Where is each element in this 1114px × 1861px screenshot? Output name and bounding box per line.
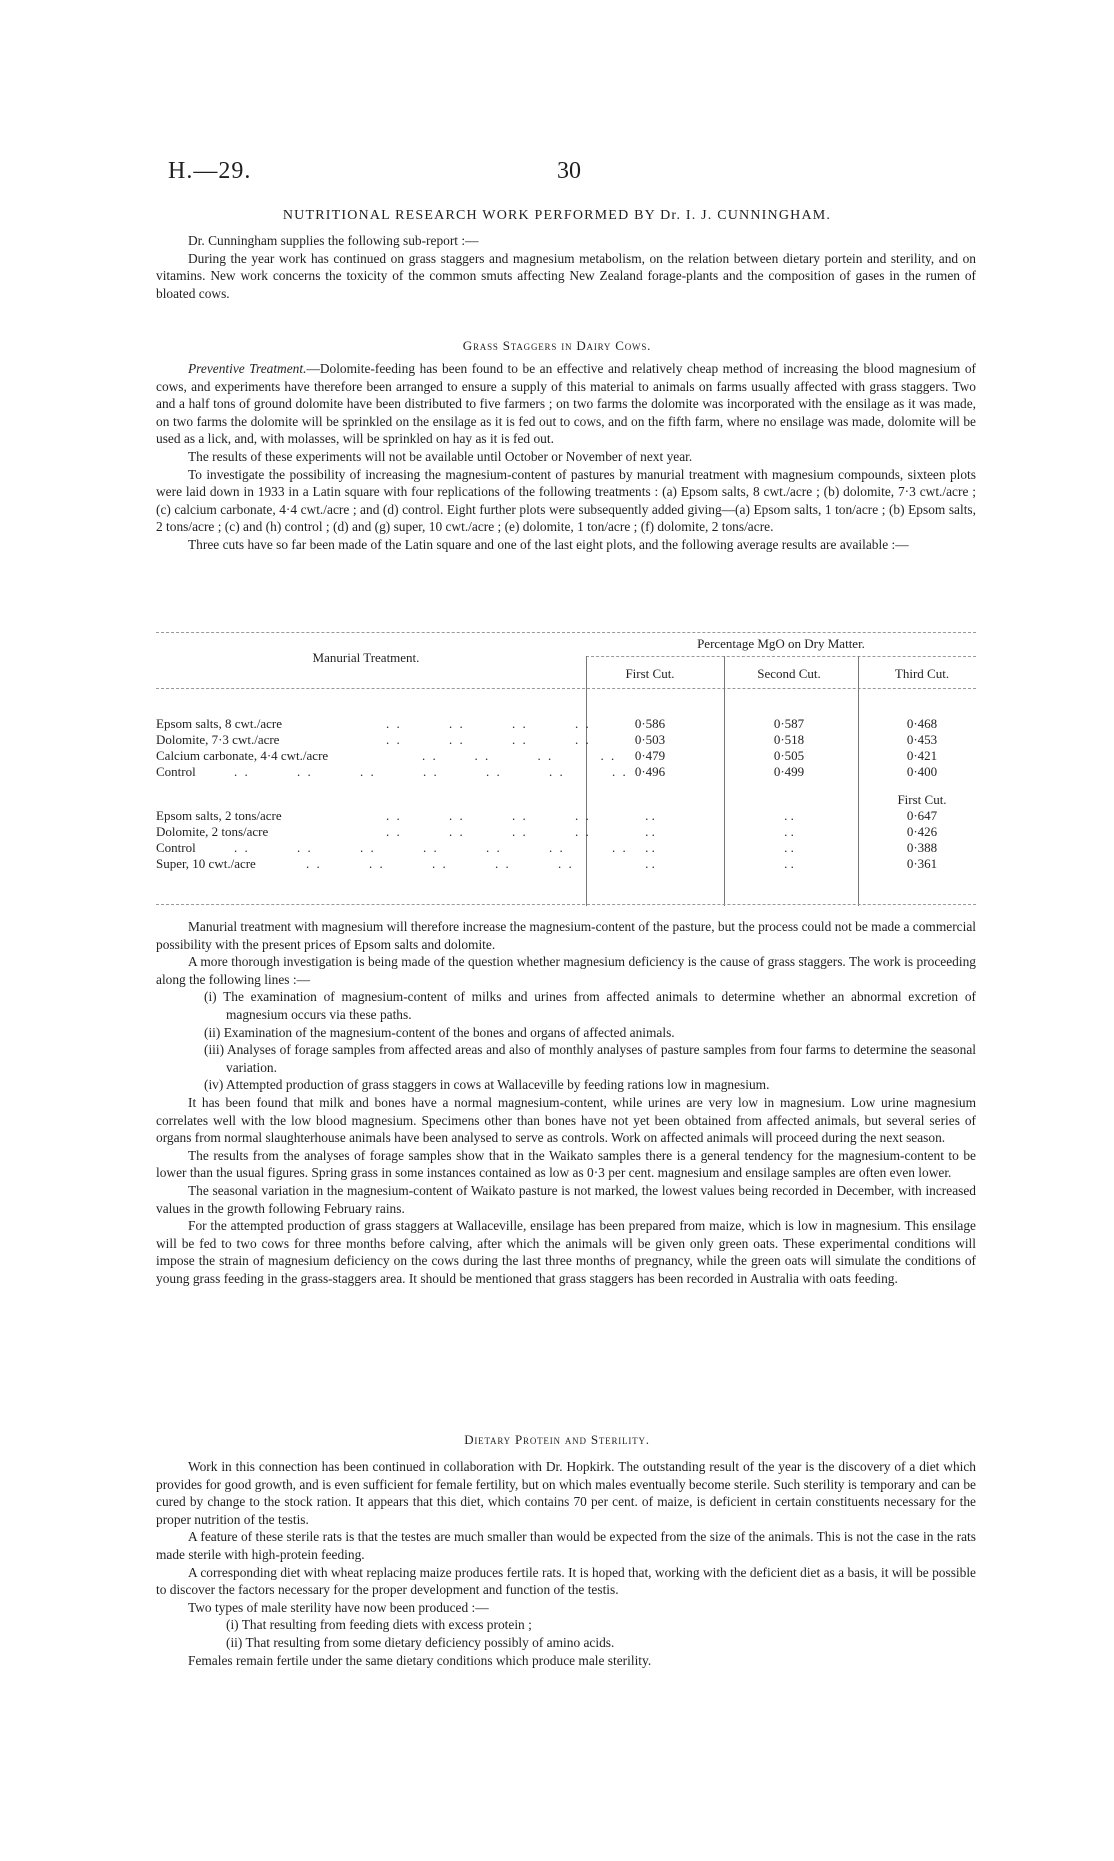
paragraph: The results from the analyses of forage samples show that in the Waikato samples there is a general tendency for the magnesium-content to be lower than the usual figures. Spring grass in some instances contained as low as 0·3 per cent. magnesium and ensilage samples are often even lower. bbox=[156, 1147, 976, 1181]
paragraph-text: —Dolomite-feeding has been found to be an effective and relatively cheap method of increasing the blood magnesium of cows, and experiments have therefore been arranged to ensure a supply of this material to animals on farms usually affected with grass staggers. Two and a half tons of ground dolomite have been distributed to five farmers ; on two farms the dolomite was incorporated with the ensilage as it was made, on two farms the dolomite will be sprinkled on the ensilage as it is fed out to cows, and on the fifth farm, where no ensilage was made, dolomite will be used as a lick, and, with molasses, will be sprinkled on hay as it is fed out. bbox=[156, 361, 976, 447]
paragraph: The results of these experiments will not be available until October or November of next year. bbox=[188, 448, 693, 464]
third-column-value: 0·647 bbox=[906, 808, 938, 823]
document-reference: H.—29. bbox=[168, 158, 252, 184]
third-column-value: 0·426 bbox=[906, 824, 938, 839]
list-item: (i) The examination of magnesium-content of milks and urines from affected animals to determine whether an abnormal excretion of magnesium occurs via these paths. bbox=[204, 989, 976, 1022]
row-label: Epsom salts, 2 tons/acre bbox=[156, 808, 282, 823]
row-label: Epsom salts, 8 cwt./acre bbox=[156, 716, 282, 731]
sub-header-first-cut: First Cut. bbox=[897, 792, 947, 807]
row-label: Control bbox=[156, 840, 196, 855]
third-cut-value: 0·400 bbox=[906, 764, 938, 779]
table-header-treatment: Manurial Treatment. bbox=[312, 650, 420, 665]
intro-section bbox=[156, 232, 976, 302]
table-header-group: Percentage MgO on Dry Matter. bbox=[697, 636, 865, 651]
paragraph: Three cuts have so far been made of the Latin square and one of the last eight plots, and the following average results are available :— bbox=[188, 536, 909, 552]
paragraph: It has been found that milk and bones have a normal magnesium-content, while urines are very low in magnesium. Low urine magnesium correlates well with the low blood magnesium. Specimens other than bones have not yet been obtained from affected animals, but several series of organs from normal slaughterhouse animals have been analysed to serve as controls. Work on affected animals will proceed during the next season. bbox=[156, 1094, 976, 1146]
table-bottom-rule bbox=[156, 904, 976, 905]
list-item: (ii) Examination of the magnesium-content of the bones and organs of affected animals. bbox=[204, 1024, 675, 1040]
after-table-section bbox=[156, 918, 976, 1287]
page-number: 30 bbox=[557, 158, 581, 184]
paragraph: Manurial treatment with magnesium will therefore increase the magnesium-content of the pasture, but the process could not be made a commercial possibility with the present prices of Epsom salts and dolomite. bbox=[156, 919, 976, 952]
section-heading-grass-staggers: Grass Staggers in Dairy Cows. bbox=[462, 338, 652, 353]
second-cut-empty: . . bbox=[784, 856, 794, 871]
grass-staggers-section bbox=[156, 360, 976, 554]
first-cut-empty: . . bbox=[645, 824, 655, 839]
paragraph: For the attempted production of grass staggers at Wallaceville, ensilage has been prepared from maize, which is low in magnesium. This ensilage will be fed to two cows for three months before calving, after which the animals will be given only green oats. These experimental conditions will impose the strain of magnesium deficiency on the cows during the last three months of pregnancy, while the green oats will simulate the conditions of young grass feeding in the grass-staggers area. It should be mentioned that grass staggers has been recorded in Australia with oats feeding. bbox=[156, 1218, 976, 1286]
first-cut-value: 0·479 bbox=[634, 748, 666, 763]
second-cut-value: 0·505 bbox=[773, 748, 805, 763]
intro-paragraph: Dr. Cunningham supplies the following sub-report :— bbox=[188, 233, 479, 248]
dietary-protein-section bbox=[156, 1458, 976, 1669]
first-cut-empty: . . bbox=[645, 840, 655, 855]
list-item: (i) That resulting from feeding diets with excess protein ; bbox=[226, 1617, 532, 1633]
table-header-rule bbox=[156, 688, 976, 689]
table-group-rule bbox=[586, 656, 976, 657]
intro-paragraph: During the year work has continued on grass staggers and magnesium metabolism, on the relation between dietary portein and sterility, and on vitamins. New work concerns the toxicity of the common smuts affecting New Zealand forage-plants and the composition of gases in the rumen of bloated cows. bbox=[156, 250, 976, 301]
first-cut-empty: . . bbox=[645, 808, 655, 823]
table-column-divider bbox=[858, 656, 859, 906]
third-cut-value: 0·468 bbox=[906, 716, 938, 731]
second-cut-empty: . . bbox=[784, 808, 794, 823]
first-cut-value: 0·586 bbox=[634, 716, 666, 731]
magnesium-table: Manurial Treatment. Percentage MgO on Dry Matter. First Cut. Second Cut. Third Cut. Epsom salts, 8 cwt./acre . . . . . . . . 0·586 0·587 0·468 Dolomite, 7·3 cwt./acre . . . . . . . . 0·503 0·518 0·453 Calcium carbonate, 4·4 cwt./acre . . . . . . . . 0·479 0·505 0·421 Control . . . . . . . . . . . . . . 0·496 0·499 0·400 First Cut. Epsom salts, 2 tons/acre . . . . . . . . . . . . 0·647 Dolomite, 2 tons/acre . . . . . . . . . . . . 0·426 Control . . . . . . . . . . . . . . . . . . 0·388 Super, 10 cwt./acre . . . . . . . . . . . . . . 0·361 bbox=[156, 632, 976, 910]
table-column-divider bbox=[724, 656, 725, 906]
third-column-value: 0·361 bbox=[906, 856, 938, 871]
third-cut-value: 0·421 bbox=[906, 748, 938, 763]
table-top-rule bbox=[156, 632, 976, 633]
page-title: NUTRITIONAL RESEARCH WORK PERFORMED BY Dr. I. J. CUNNINGHAM. bbox=[282, 208, 832, 223]
row-label: Dolomite, 2 tons/acre bbox=[156, 824, 269, 839]
table-header-first-cut: First Cut. bbox=[625, 666, 675, 681]
second-cut-empty: . . bbox=[784, 824, 794, 839]
third-column-value: 0·388 bbox=[906, 840, 938, 855]
row-label: Control bbox=[156, 764, 196, 779]
paragraph: A feature of these sterile rats is that the testes are much smaller than would be expected from the size of the animals. This is not the case in the rats made sterile with high-protein feeding. bbox=[156, 1529, 976, 1562]
second-cut-empty: . . bbox=[784, 840, 794, 855]
paragraph: The seasonal variation in the magnesium-content of Waikato pasture is not marked, the lowest values being recorded in December, with increased values in the growth following February rains. bbox=[156, 1182, 976, 1216]
row-label: Dolomite, 7·3 cwt./acre bbox=[156, 732, 280, 747]
row-label: Super, 10 cwt./acre bbox=[156, 856, 256, 871]
list-item: (ii) That resulting from some dietary deficiency possibly of amino acids. bbox=[226, 1634, 615, 1650]
third-cut-value: 0·453 bbox=[906, 732, 938, 747]
list-item: (iii) Analyses of forage samples from affected areas and also of monthly analyses of pasture samples from four farms to determine the seasonal variation. bbox=[204, 1042, 976, 1075]
row-label: Calcium carbonate, 4·4 cwt./acre bbox=[156, 748, 329, 763]
second-cut-value: 0·499 bbox=[773, 764, 805, 779]
paragraph: A more thorough investigation is being made of the question whether magnesium deficiency is the cause of grass staggers. The work is proceeding along the following lines :— bbox=[156, 954, 976, 987]
table-column-divider bbox=[586, 656, 587, 906]
second-cut-value: 0·518 bbox=[773, 732, 805, 747]
paragraph: To investigate the possibility of increasing the magnesium-content of pastures by manurial treatment with magnesium compounds, sixteen plots were laid down in 1933 in a Latin square with four replications of the following treatments : (a) Epsom salts, 8 cwt./acre ; (b) dolomite, 7·3 cwt./acre ; (c) calcium carbonate, 4·4 cwt./acre ; and (d) control. Eight further plots were subsequently added giving—(a) Epsom salts, 1 ton/acre ; (b) Epsom salts, 2 tons/acre ; (c) and (h) control ; (d) and (g) super, 10 cwt./acre ; (e) dolomite, 1 ton/acre ; (f) dolomite, 2 tons/acre. bbox=[156, 466, 976, 535]
section-heading-dietary-protein: Dietary Protein and Sterility. bbox=[464, 1432, 650, 1447]
first-cut-empty: . . bbox=[645, 856, 655, 871]
first-cut-value: 0·503 bbox=[634, 732, 666, 747]
paragraph: Two types of male sterility have now been produced :— bbox=[188, 1599, 489, 1615]
table-header-third-cut: Third Cut. bbox=[894, 666, 950, 681]
paragraph: Females remain fertile under the same dietary conditions which produce male sterility. bbox=[188, 1652, 652, 1668]
list-item: (iv) Attempted production of grass staggers in cows at Wallaceville by feeding rations low in magnesium. bbox=[204, 1077, 770, 1093]
table-header-second-cut: Second Cut. bbox=[757, 666, 821, 681]
paragraph: A corresponding diet with wheat replacing maize produces fertile rats. It is hoped that, working with the deficient diet as a basis, it will be possible to discover the factors necessary for the proper development and function of the testis. bbox=[156, 1564, 976, 1598]
paragraph-lead: Preventive Treatment. bbox=[188, 361, 307, 376]
second-cut-value: 0·587 bbox=[773, 716, 805, 731]
first-cut-value: 0·496 bbox=[634, 764, 666, 779]
paragraph: Work in this connection has been continued in collaboration with Dr. Hopkirk. The outstanding result of the year is the discovery of a diet which provides for good growth, and is even sufficient for female fertility, but on which males eventually become sterile. Such sterility is temporary and can be cured by change to the stock ration. It appears that this diet, which contains 70 per cent. of maize, is deficient in certain constituents necessary for the proper nutrition of the testis. bbox=[156, 1459, 976, 1527]
preventive-treatment-paragraph bbox=[156, 360, 976, 448]
